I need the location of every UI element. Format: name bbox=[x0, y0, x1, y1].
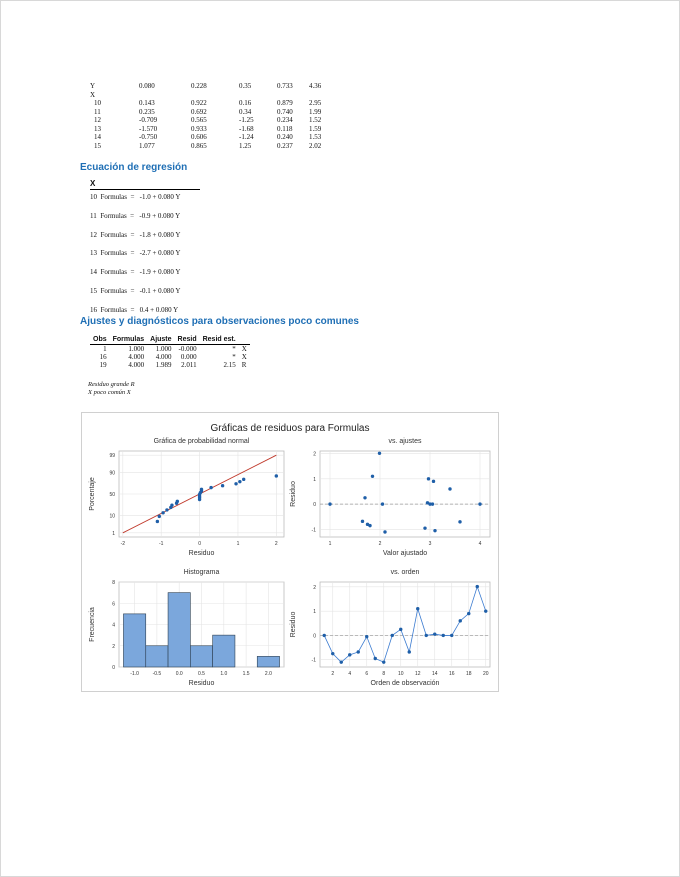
unusual-cell: 1 bbox=[103, 345, 107, 353]
y-tick-label: 2 bbox=[313, 451, 316, 458]
x-tick-label: 1 bbox=[236, 541, 240, 547]
coef-cell: 13 bbox=[94, 124, 101, 133]
unusual-header bbox=[239, 335, 250, 345]
regression-equation: 12 Formulas = -1.8 + 0.080 Y bbox=[90, 230, 181, 239]
coef-cell: X bbox=[90, 90, 96, 99]
data-point bbox=[391, 634, 394, 637]
coef-cell: 0.143 bbox=[139, 99, 155, 107]
coef-cell: 2.95 bbox=[309, 99, 322, 107]
unusual-observations-table bbox=[90, 335, 250, 369]
data-point bbox=[242, 478, 245, 481]
data-point bbox=[368, 524, 371, 527]
x-tick-label: 2 bbox=[378, 541, 382, 547]
x-tick-label: 4 bbox=[348, 671, 352, 677]
y-tick-label: 2 bbox=[112, 643, 115, 650]
y-tick-label: 4 bbox=[112, 622, 115, 629]
residual-plots-svg bbox=[82, 413, 498, 691]
data-point bbox=[158, 515, 161, 518]
histogram-bar bbox=[168, 593, 190, 667]
coef-cell bbox=[191, 91, 239, 100]
coefficient-table bbox=[90, 82, 333, 150]
data-point bbox=[427, 477, 430, 480]
coef-cell: 0.234 bbox=[277, 116, 293, 124]
data-point bbox=[467, 612, 470, 615]
x-tick-label: 2.0 bbox=[264, 671, 272, 677]
data-point bbox=[323, 634, 326, 637]
unusual-cell: 2.011 bbox=[181, 361, 197, 369]
coef-cell: 15 bbox=[94, 141, 101, 150]
data-point bbox=[361, 520, 364, 523]
x-tick-label: 1.0 bbox=[220, 671, 228, 677]
coef-cell: 0.565 bbox=[191, 116, 207, 124]
data-point bbox=[382, 660, 385, 663]
data-point bbox=[165, 508, 168, 511]
y-tick-label: -1 bbox=[311, 527, 316, 534]
coef-cell: 0.692 bbox=[191, 107, 207, 116]
data-point bbox=[442, 634, 445, 637]
data-point bbox=[399, 628, 402, 631]
panel-title: vs. ajustes bbox=[388, 438, 422, 445]
regression-equation: 15 Formulas = -0.1 + 0.080 Y bbox=[90, 287, 181, 295]
x-tick-label: 0 bbox=[198, 541, 201, 547]
panel-title: Gráfica de probabilidad normal bbox=[153, 438, 250, 445]
coef-cell: 0.16 bbox=[239, 99, 252, 107]
regression-equation: 10 Formulas = -1.0 + 0.080 Y bbox=[90, 193, 181, 201]
x-tick-label: -1 bbox=[158, 541, 164, 547]
y-tick-label: 8 bbox=[112, 580, 115, 586]
regression-equation: 16 Formulas = 0.4 + 0.080 Y bbox=[90, 305, 179, 314]
x-tick-label: 1.5 bbox=[242, 671, 250, 677]
coef-cell: -1.68 bbox=[239, 124, 254, 133]
data-point bbox=[221, 484, 224, 487]
y-tick-label: 90 bbox=[109, 470, 115, 477]
x-tick-label: 10 bbox=[397, 671, 404, 677]
y-axis-label: Frecuencia bbox=[89, 607, 96, 642]
data-point bbox=[200, 488, 203, 491]
data-point bbox=[476, 585, 479, 588]
unusual-row bbox=[90, 353, 250, 361]
coef-cell: 0.740 bbox=[277, 107, 293, 116]
data-point bbox=[348, 653, 351, 656]
unusual-cell: 4.000 bbox=[128, 361, 145, 369]
coef-cell: 0.237 bbox=[277, 141, 293, 150]
coef-cell: 0.865 bbox=[191, 141, 207, 150]
data-point bbox=[365, 635, 368, 638]
x-tick-label: 0.0 bbox=[175, 671, 183, 677]
y-tick-label: 1 bbox=[112, 530, 115, 537]
regression-heading: Ecuación de regresión bbox=[80, 162, 188, 173]
x-tick-label: 16 bbox=[448, 671, 455, 677]
y-tick-label: 50 bbox=[109, 492, 115, 498]
coef-cell: 0.235 bbox=[139, 107, 155, 116]
unusual-cell: 1.000 bbox=[155, 345, 172, 353]
y-axis-label: Residuo bbox=[290, 481, 297, 507]
y-tick-label: -1 bbox=[311, 657, 316, 664]
panel-title: vs. orden bbox=[390, 569, 420, 576]
y-tick-label: 0 bbox=[313, 633, 316, 640]
unusual-cell: -0.000 bbox=[178, 345, 197, 353]
unusual-cell: 2.15 bbox=[223, 361, 236, 369]
data-point bbox=[432, 480, 435, 483]
data-point bbox=[459, 619, 462, 622]
coef-cell bbox=[277, 91, 309, 100]
x-tick-label: 0.5 bbox=[198, 671, 205, 677]
coef-row bbox=[90, 142, 333, 151]
plot-frame bbox=[320, 451, 490, 537]
coef-cell: -1.570 bbox=[139, 124, 158, 133]
data-point bbox=[450, 634, 453, 637]
coef-cell: 0.118 bbox=[277, 124, 293, 133]
data-point bbox=[374, 657, 377, 660]
unusual-header: Formulas bbox=[110, 335, 148, 345]
coef-cell: 1.99 bbox=[309, 107, 322, 116]
coef-cell: 0.35 bbox=[239, 82, 252, 90]
data-point bbox=[234, 482, 237, 485]
unusual-header: Obs bbox=[90, 335, 110, 345]
x-tick-label: 14 bbox=[431, 671, 438, 677]
data-point bbox=[423, 526, 426, 529]
y-axis-label: Porcentaje bbox=[89, 477, 96, 511]
data-point bbox=[381, 502, 384, 505]
x-tick-label: 12 bbox=[414, 671, 421, 677]
coef-cell: 11 bbox=[94, 107, 101, 116]
data-point bbox=[431, 502, 434, 505]
histogram-bar bbox=[213, 635, 235, 667]
note-unusual-x: X poco común X bbox=[88, 389, 131, 396]
plot-frame bbox=[320, 582, 490, 667]
data-point bbox=[478, 502, 481, 505]
data-point bbox=[458, 520, 461, 523]
coef-cell: 1.59 bbox=[309, 124, 322, 133]
y-tick-label: 10 bbox=[109, 513, 115, 520]
data-point bbox=[340, 660, 343, 663]
coef-cell: 1.53 bbox=[309, 133, 322, 141]
coef-cell bbox=[139, 91, 191, 100]
data-point bbox=[328, 502, 331, 505]
coef-row bbox=[90, 82, 333, 91]
unusual-header: Resid bbox=[175, 335, 200, 345]
data-point bbox=[448, 487, 451, 490]
y-tick-label: 6 bbox=[112, 601, 115, 608]
y-tick-label: 2 bbox=[313, 584, 316, 591]
data-point bbox=[170, 504, 173, 507]
coef-cell: 0.080 bbox=[139, 82, 155, 90]
coef-cell: 0.933 bbox=[191, 124, 207, 133]
coef-cell: -0.750 bbox=[139, 133, 158, 141]
unusual-row bbox=[90, 361, 250, 369]
coef-cell: 1.077 bbox=[139, 141, 155, 150]
data-point bbox=[363, 496, 366, 499]
x-axis-label: Valor ajustado bbox=[382, 550, 428, 557]
coef-cell: 12 bbox=[94, 116, 101, 124]
data-point bbox=[433, 529, 436, 532]
unusual-cell: 4.000 bbox=[155, 353, 172, 361]
coef-cell: -0.709 bbox=[139, 116, 158, 124]
y-tick-label: 0 bbox=[112, 665, 115, 671]
unusual-cell: 1.000 bbox=[128, 345, 145, 353]
unusual-cell: * bbox=[232, 353, 236, 361]
x-tick-label: 4 bbox=[478, 541, 482, 547]
panel-title: Histograma bbox=[183, 569, 220, 576]
data-point bbox=[357, 650, 360, 653]
data-point bbox=[331, 652, 334, 655]
coef-cell: 0.240 bbox=[277, 133, 293, 141]
coef-cell: -1.24 bbox=[239, 133, 254, 141]
y-tick-label: 0 bbox=[313, 502, 316, 509]
regression-equation: 13 Formulas = -2.7 + 0.080 Y bbox=[90, 249, 181, 258]
coef-row bbox=[90, 91, 333, 100]
data-point bbox=[176, 500, 179, 503]
x-tick-label: -2 bbox=[120, 541, 126, 547]
unusual-row bbox=[90, 345, 250, 354]
coef-cell: 1.52 bbox=[309, 116, 322, 124]
x-tick-label: -1.0 bbox=[130, 671, 139, 677]
coef-cell: 0.34 bbox=[239, 107, 252, 116]
residual-plots-panel bbox=[81, 412, 499, 692]
x-tick-label: 2 bbox=[331, 671, 335, 677]
data-point bbox=[484, 609, 487, 612]
unusual-cell: * bbox=[232, 345, 236, 353]
x-axis-label: Orden de observación bbox=[370, 680, 440, 687]
coef-cell: 0.733 bbox=[277, 82, 293, 90]
data-point bbox=[275, 474, 278, 477]
x-tick-label: -0.5 bbox=[152, 671, 162, 677]
histogram-bar bbox=[123, 614, 145, 667]
note-large-residual: Residuo grande R bbox=[88, 381, 135, 388]
coef-cell: 10 bbox=[94, 99, 101, 107]
coef-cell: 0.606 bbox=[191, 133, 207, 141]
regression-column-header: X bbox=[90, 179, 200, 190]
x-tick-label: 3 bbox=[428, 541, 432, 547]
data-point bbox=[416, 607, 419, 610]
histogram-bar bbox=[146, 646, 168, 667]
coef-cell: 14 bbox=[94, 133, 101, 141]
unusual-header: Ajuste bbox=[147, 335, 174, 345]
coef-cell: Y bbox=[90, 82, 96, 90]
data-point bbox=[238, 480, 241, 483]
data-point bbox=[161, 511, 164, 514]
chart-title: Gráficas de residuos para Formulas bbox=[210, 423, 370, 434]
coef-row bbox=[90, 133, 333, 142]
x-axis-label: Residuo bbox=[188, 550, 215, 557]
regression-equation: 14 Formulas = -1.9 + 0.080 Y bbox=[90, 268, 181, 277]
data-point bbox=[371, 475, 374, 478]
y-tick-label: 1 bbox=[313, 476, 316, 483]
coef-cell: -1.25 bbox=[239, 116, 254, 124]
x-tick-label: 1 bbox=[328, 541, 332, 547]
x-tick-label: 2 bbox=[274, 541, 278, 547]
coef-cell: 4.36 bbox=[309, 82, 322, 90]
unusual-cell: 19 bbox=[99, 361, 107, 369]
histogram-bar bbox=[257, 656, 279, 667]
data-point bbox=[378, 452, 381, 455]
data-point bbox=[408, 650, 411, 653]
x-tick-label: 6 bbox=[365, 671, 369, 677]
coef-cell: 1.25 bbox=[239, 141, 252, 150]
coef-cell bbox=[309, 91, 333, 100]
coef-row bbox=[90, 116, 333, 125]
coef-cell: 2.02 bbox=[309, 141, 322, 150]
coef-row bbox=[90, 125, 333, 134]
data-point bbox=[156, 520, 159, 523]
y-axis-label: Residuo bbox=[290, 611, 297, 638]
y-tick-label: 99 bbox=[109, 453, 115, 460]
x-axis-label: Residuo bbox=[188, 680, 215, 687]
unusual-cell: 0.000 bbox=[180, 353, 197, 361]
unusual-cell: X bbox=[241, 353, 247, 361]
regression-equation: 11 Formulas = -0.9 + 0.080 Y bbox=[90, 211, 181, 220]
unusual-cell: 4.000 bbox=[128, 353, 145, 361]
unusual-heading: Ajustes y diagnósticos para observaciones poco comunes bbox=[80, 316, 359, 327]
y-tick-label: 1 bbox=[313, 609, 316, 616]
histogram-bar bbox=[190, 646, 212, 667]
unusual-cell: 16 bbox=[99, 353, 107, 361]
x-tick-label: 18 bbox=[465, 671, 472, 677]
data-point bbox=[209, 486, 212, 489]
coef-row bbox=[90, 108, 333, 117]
coef-cell bbox=[239, 91, 277, 100]
data-point bbox=[433, 633, 436, 636]
unusual-cell: R bbox=[241, 361, 247, 369]
unusual-cell: X bbox=[241, 345, 247, 353]
coef-row bbox=[90, 99, 333, 108]
coef-cell: 0.922 bbox=[191, 99, 207, 107]
unusual-cell: 1.989 bbox=[155, 361, 172, 369]
unusual-header: Resid est. bbox=[200, 335, 239, 345]
notes bbox=[88, 381, 135, 397]
x-tick-label: 20 bbox=[482, 671, 489, 677]
data-point bbox=[425, 634, 428, 637]
coef-cell: 0.879 bbox=[277, 99, 293, 107]
coef-cell: 0.228 bbox=[191, 82, 207, 90]
data-point bbox=[383, 530, 386, 533]
x-tick-label: 8 bbox=[382, 671, 386, 677]
